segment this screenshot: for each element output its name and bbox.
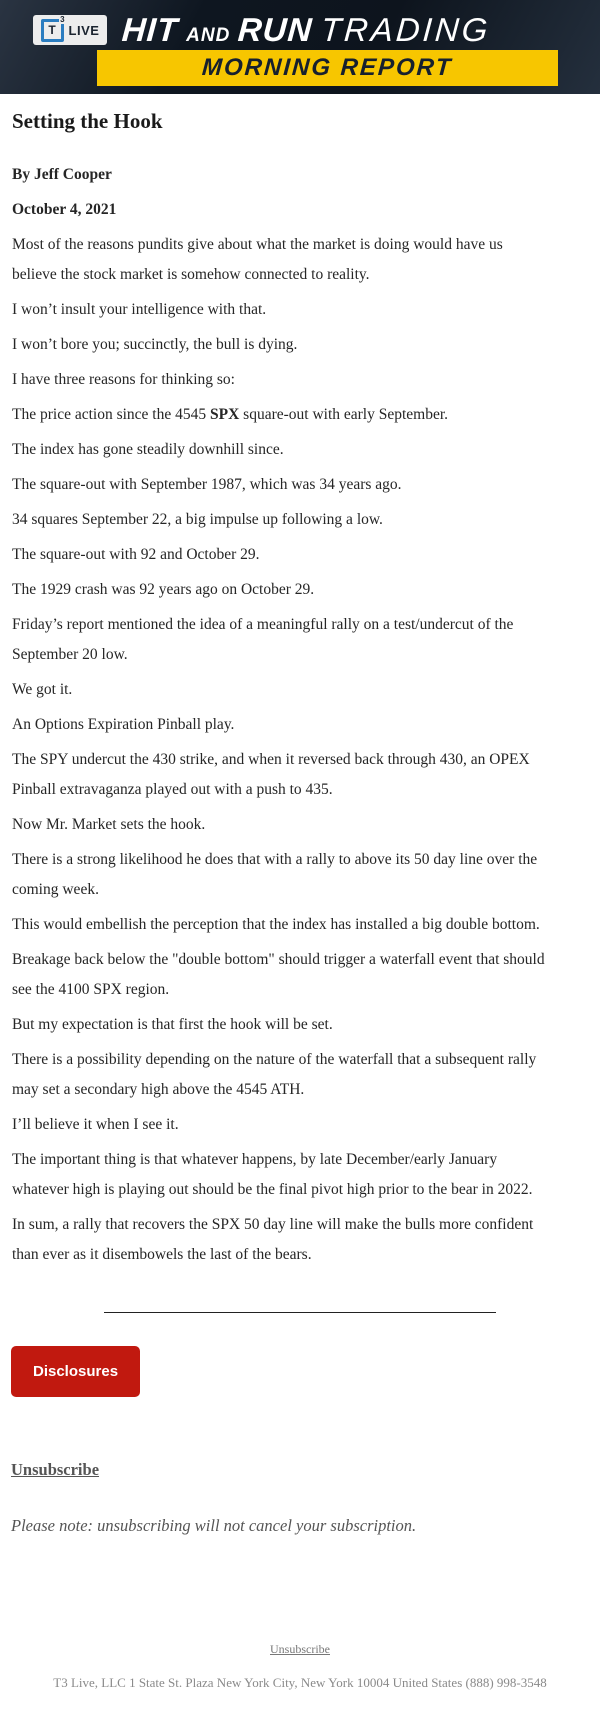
article-paragraph: The index has gone steadily downhill since. — [12, 441, 284, 459]
article-paragraph — [12, 400, 548, 430]
article-paragraph: This would embellish the perception that the index has installed a big double bottom. — [12, 916, 540, 934]
unsubscribe-block — [0, 1397, 600, 1480]
masthead-and: AND — [186, 25, 231, 46]
article-paragraph: There is a possibility depending on the nature of the waterfall that a subsequent rally may set a secondary high above the 4545 ATH. — [12, 1051, 537, 1099]
article-paragraph: 34 squares September 22, a big impulse up following a low. — [12, 511, 383, 529]
article-body — [0, 94, 600, 1270]
page-title: Setting the Hook — [12, 109, 163, 133]
actions-row — [0, 1346, 600, 1397]
unsubscribe-note: Please note: unsubscribing will not cancel your subscription. — [11, 1516, 417, 1536]
article-paragraph: I won’t insult your intelligence with that. — [12, 301, 267, 319]
masthead-run: RUN — [237, 11, 315, 48]
header-banner — [0, 0, 600, 94]
article-paragraph: Friday’s report mentioned the idea of a meaningful rally on a test/undercut of the September 20 low. — [12, 616, 514, 664]
article-paragraph: Breakage back below the "double bottom" should trigger a waterfall event that should see the 4100 SPX region. — [12, 951, 545, 999]
t3-logo-sup: 3 — [60, 14, 65, 24]
article-paragraph: The square-out with 92 and October 29. — [12, 546, 260, 564]
paragraph-segment: square-out with early September. — [239, 406, 449, 424]
divider — [104, 1312, 496, 1313]
article-paragraph: I’ll believe it when I see it. — [12, 1116, 179, 1134]
article-paragraph: The square-out with September 1987, which was 34 years ago. — [12, 476, 402, 494]
article-byline: By Jeff Cooper — [12, 166, 112, 184]
article-paragraph: We got it. — [12, 681, 73, 699]
newsletter-masthead — [122, 11, 490, 49]
morning-report-label: MORNING REPORT — [201, 54, 454, 81]
spx-ticker-bold: SPX — [209, 406, 240, 424]
article-paragraph: But my expectation is that first the hook will be set. — [12, 1016, 333, 1034]
header-top-row — [0, 0, 600, 49]
article-paragraph: Now Mr. Market sets the hook. — [12, 816, 206, 834]
t3-logo-mark-icon — [41, 14, 65, 42]
morning-report-banner — [97, 50, 558, 86]
article-paragraph: An Options Expiration Pinball play. — [12, 716, 235, 734]
t3-logo-t: T — [48, 23, 56, 37]
article-paragraph: There is a strong likelihood he does that with a rally to above its 50 day line over the coming week. — [12, 851, 538, 899]
article-paragraph: The SPY undercut the 430 strike, and when it reversed back through 430, an OPEX Pinball extravaganza played out with a push to 435. — [12, 751, 530, 799]
footer-unsubscribe-link[interactable]: Unsubscribe — [270, 1642, 330, 1657]
t3-live-logo[interactable] — [33, 15, 107, 45]
unsubscribe-link[interactable]: Unsubscribe — [11, 1460, 100, 1480]
footer — [0, 1640, 600, 1691]
article-date: October 4, 2021 — [12, 201, 117, 219]
paragraph-segment: The price action since the 4545 — [12, 406, 210, 424]
article-paragraph: In sum, a rally that recovers the SPX 50 day line will make the bulls more confident than ever as it disembowels the last of the bears. — [12, 1216, 534, 1264]
masthead-hit: HIT — [120, 11, 180, 48]
article-paragraph: Most of the reasons pundits give about what the market is doing would have us believe the stock market is somehow connected to reality. — [12, 236, 503, 284]
article-paragraph: The important thing is that whatever happens, by late December/early January whatever high is playing out should be the final pivot high prior to the bear in 2022. — [12, 1151, 533, 1199]
article-paragraph: The 1929 crash was 92 years ago on October 29. — [12, 581, 315, 599]
disclosures-button[interactable]: Disclosures — [11, 1346, 140, 1397]
article-paragraph: I have three reasons for thinking so: — [12, 371, 235, 389]
article-paragraph: I won’t bore you; succinctly, the bull is dying. — [12, 336, 298, 354]
footer-address: T3 Live, LLC 1 State St. Plaza New York City, New York 10004 United States (888) 998-3548 — [53, 1675, 547, 1691]
masthead-trading: TRADING — [319, 11, 492, 48]
t3-logo-live-label: LIVE — [68, 22, 100, 38]
